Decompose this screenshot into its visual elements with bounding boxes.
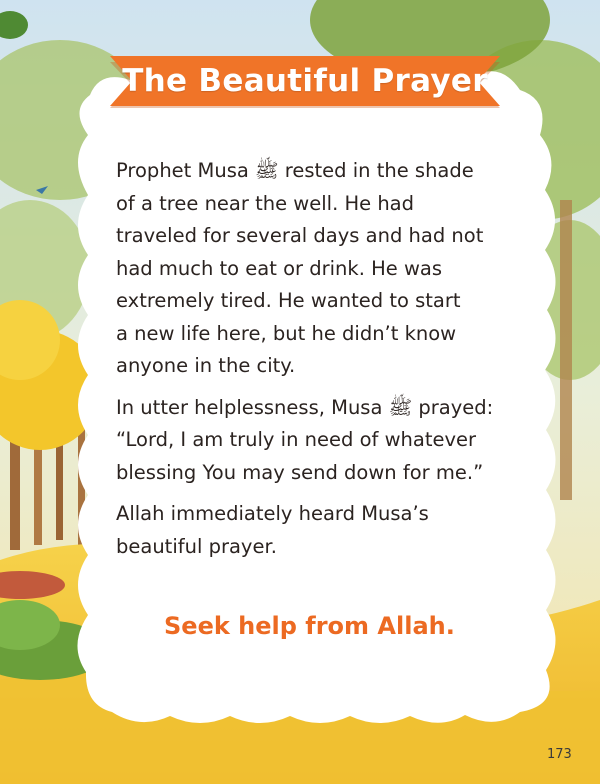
text-line: anyone in the city. xyxy=(116,354,296,377)
text-line: blessing You may send down for me.” xyxy=(116,460,484,484)
story-text xyxy=(116,155,494,572)
page-title: The Beautiful Prayer xyxy=(122,63,488,99)
paragraph-1 xyxy=(116,155,486,383)
text-line: traveled for several days and had not xyxy=(116,224,484,247)
text-line: of a tree near the well. He had xyxy=(116,191,415,215)
title-banner xyxy=(110,50,500,112)
text-line: extremely tired. He wanted to start xyxy=(116,289,461,312)
text-line: Prophet Musa ﷺ rested in the shade xyxy=(116,159,474,182)
text-line: beautiful prayer. xyxy=(116,534,277,558)
text-line: In utter helplessness, Musa ﷺ prayed: xyxy=(116,395,494,419)
text-line: Allah immediately heard Musa’s xyxy=(116,502,429,525)
paragraph-3 xyxy=(116,498,486,563)
text-line: had much to eat or drink. He was xyxy=(116,256,443,280)
page-number: 173 xyxy=(547,747,572,762)
text-line: “Lord, I am truly in need of whatever xyxy=(116,428,477,451)
text-line: a new life here, but he didn’t know xyxy=(116,321,457,345)
moral-tagline: Seek help from Allah. xyxy=(164,612,455,640)
paragraph-2 xyxy=(116,392,494,490)
